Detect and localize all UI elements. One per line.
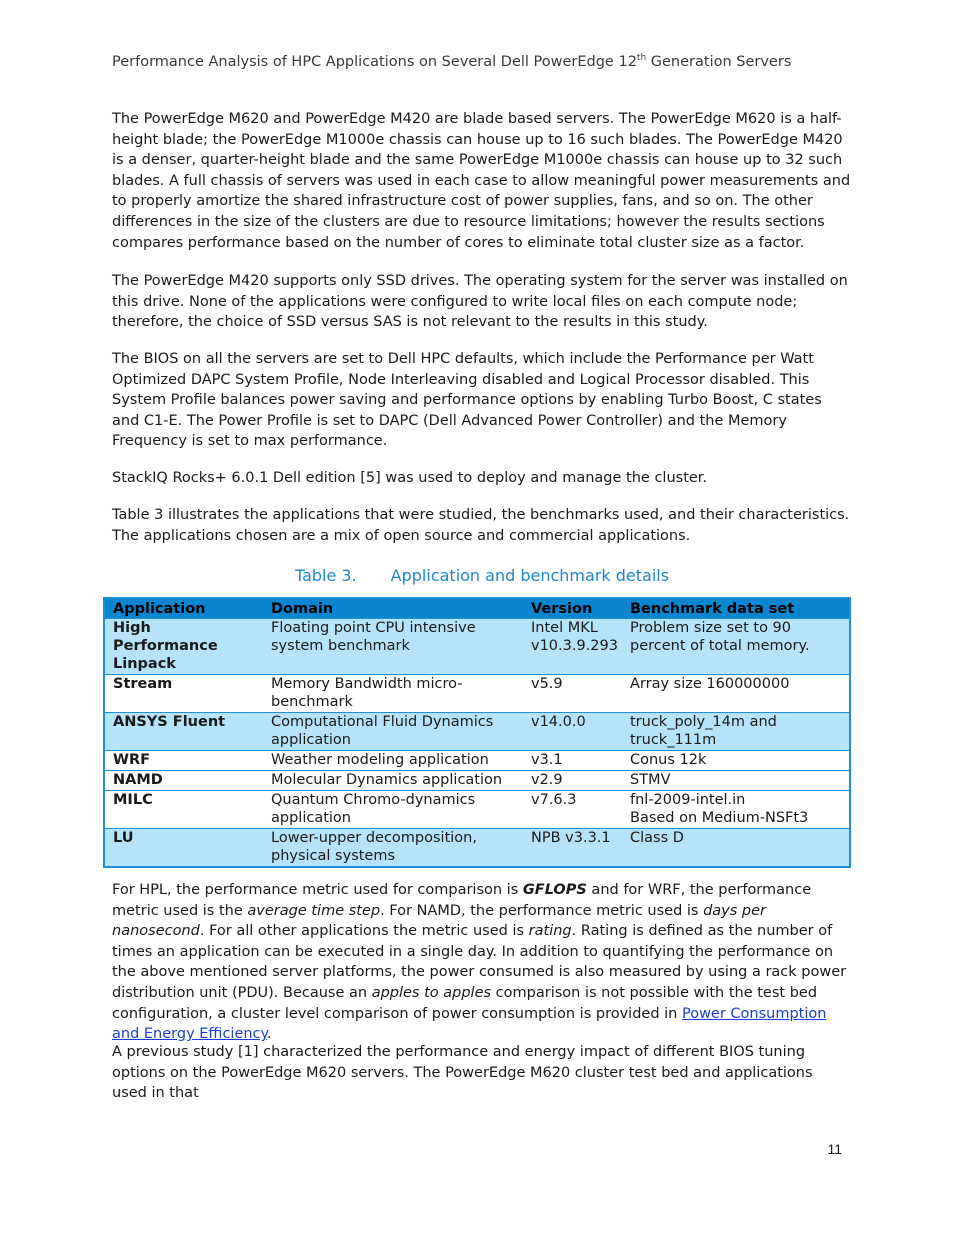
- table-header-row: [104, 598, 850, 619]
- cell-dataset-line: Problem size set to 90: [630, 620, 792, 636]
- cell-version-line: v3.1: [531, 752, 563, 768]
- paragraph-bios-settings: The BIOS on all the servers are set to Dell HPC defaults, which include the Performance per Watt Optimized DAPC System Profile, Node Interleaving disabled and Logical Processor disabled. This System Profile balances power saving and performance options by enabling Turbo Boost, C states and C1-E. The Power Profile is set to DAPC (Dell Advanced Power Controller) and the Memory Frequency is set to max performance.: [112, 351, 822, 450]
- metrics-text-4: . For all other applications the metric used is: [199, 923, 529, 940]
- cell-dataset-line: truck_111m: [630, 732, 717, 748]
- cell-domain-line: application: [271, 810, 351, 826]
- table-row: [104, 829, 850, 868]
- metrics-text-1: For HPL, the performance metric used for comparison is: [112, 882, 523, 898]
- cell-version-line: v5.9: [531, 676, 563, 692]
- cell-application: [104, 771, 263, 791]
- cell-domain-line: benchmark: [271, 694, 353, 710]
- paragraph-stackiq: StackIQ Rocks+ 6.0.1 Dell edition [5] was used to deploy and manage the cluster.: [112, 470, 708, 486]
- benchmark-table: [103, 597, 851, 868]
- paragraph-table-intro: Table 3 illustrates the applications that were studied, the benchmarks used, and their characteristics. The applications chosen are a mix of open source and commercial applications.: [112, 507, 850, 544]
- cell-domain-line: Floating point CPU intensive: [271, 620, 476, 636]
- cell-dataset: [622, 675, 850, 713]
- table-caption: [112, 566, 852, 585]
- cell-dataset-line: Conus 12k: [630, 752, 707, 768]
- header-title-main: Performance Analysis of HPC Applications on Several Dell PowerEdge 12: [112, 54, 637, 70]
- cell-version: [523, 791, 622, 829]
- paragraph-blade-servers: The PowerEdge M620 and PowerEdge M420 are blade based servers. The PowerEdge M620 is a half-height blade; the PowerEdge M1000e chassis can house up to 16 such blades. The PowerEdge M420 is a denser, quarter-height blade and the same PowerEdge M1000e chassis can house up to 32 such blades. A full chassis of servers was used in each case to allow meaningful power measurements and to properly amortize the shared infrastructure cost of power supplies, fans, and so on. The other differences in the size of the clusters are due to resource limitations; however the results sections compares performance based on the number of cores to eliminate total cluster size as a factor.: [112, 111, 851, 251]
- table-caption-number: Table 3.: [294, 566, 357, 585]
- cell-application: [104, 791, 263, 829]
- cell-dataset-line: Array size 160000000: [630, 676, 790, 692]
- cell-domain-line: physical systems: [271, 848, 396, 864]
- cell-domain: [263, 791, 523, 829]
- cell-application-line: Linpack: [113, 656, 176, 672]
- cell-application: [104, 619, 263, 675]
- cell-application-line: NAMD: [113, 772, 163, 788]
- paragraph-metrics: [112, 880, 852, 1045]
- column-header-dataset: Benchmark data set: [622, 598, 850, 619]
- cell-domain: [263, 713, 523, 751]
- metrics-text-5: . Rating is defined as the number of times an application can be executed in a single day. In addition to quantifying the performance on the above mentioned server platforms, the power consumed is also measured by using a rack power distribution unit (PDU). Because an: [112, 923, 847, 1001]
- cell-version: [523, 713, 622, 751]
- paragraph-previous-study: A previous study [1] characterized the performance and energy impact of different BIOS tuning options on the PowerEdge M620 servers. The PowerEdge M620 cluster test bed and applications used in that: [112, 1044, 813, 1102]
- table-row: [104, 751, 850, 771]
- cell-version-line: v14.0.0: [531, 714, 586, 730]
- cell-application: [104, 751, 263, 771]
- table-row: [104, 713, 850, 751]
- page-header: [112, 53, 852, 70]
- table-row: [104, 619, 850, 675]
- cell-domain: [263, 829, 523, 868]
- cell-application-line: ANSYS Fluent: [113, 714, 226, 730]
- table-row: [104, 675, 850, 713]
- cell-version: [523, 771, 622, 791]
- cell-domain: [263, 619, 523, 675]
- cell-version: [523, 751, 622, 771]
- cell-application-line: LU: [113, 830, 134, 846]
- cell-domain-line: Molecular Dynamics application: [271, 772, 503, 788]
- metrics-text-7: .: [267, 1026, 272, 1043]
- cell-dataset: [622, 829, 850, 868]
- cell-domain-line: Memory Bandwidth micro-: [271, 676, 463, 692]
- cell-application-line: WRF: [113, 752, 151, 768]
- cell-dataset-line: Based on Medium-NSFt3: [630, 810, 809, 826]
- column-header-domain: Domain: [263, 598, 523, 619]
- cell-application-line: Stream: [113, 676, 173, 692]
- cell-dataset: [622, 751, 850, 771]
- cell-version-line: v7.6.3: [531, 792, 577, 808]
- column-header-version: Version: [523, 598, 622, 619]
- cell-application-line: High Performance: [113, 620, 218, 654]
- cell-dataset: [622, 713, 850, 751]
- cell-dataset-line: percent of total memory.: [630, 638, 810, 654]
- cell-dataset-line: truck_poly_14m and: [630, 714, 777, 730]
- cell-version-line: v2.9: [531, 772, 563, 788]
- phrase-apples-to-apples: apples to apples: [371, 984, 492, 1001]
- cell-version: [523, 829, 622, 868]
- cell-domain: [263, 771, 523, 791]
- cell-domain-line: application: [271, 732, 351, 748]
- table-row: [104, 791, 850, 829]
- column-header-application: Application: [104, 598, 263, 619]
- cell-application: [104, 675, 263, 713]
- metric-days-per-nanosecond: days per nanosecond: [112, 902, 767, 940]
- cell-domain: [263, 675, 523, 713]
- header-title-sup: th: [636, 53, 647, 63]
- cell-domain-line: Weather modeling application: [271, 752, 489, 768]
- cell-version-line: NPB v3.3.1: [531, 830, 611, 846]
- page-number: 11: [827, 1141, 842, 1157]
- cell-domain-line: Quantum Chromo-dynamics: [271, 792, 476, 808]
- cell-version: [523, 675, 622, 713]
- paragraph-ssd-drives: The PowerEdge M420 supports only SSD drives. The operating system for the server was installed on this drive. None of the applications were configured to write local files on each compute node; therefore, the choice of SSD versus SAS is not relevant to the results in this study.: [112, 273, 848, 331]
- cell-application-line: MILC: [113, 792, 153, 808]
- cell-version-line: Intel MKL: [531, 620, 598, 636]
- metrics-text-3: . For NAMD, the performance metric used is: [380, 902, 704, 919]
- table-body: [104, 619, 850, 868]
- metrics-text-2: and for WRF, the performance metric used is the: [112, 882, 812, 919]
- header-title-end: Generation Servers: [646, 54, 792, 70]
- cell-dataset-line: STMV: [630, 772, 671, 788]
- metric-gflops: GFLOPS: [522, 882, 587, 898]
- metric-rating: rating: [528, 923, 572, 940]
- metric-average-time-step: average time step: [247, 902, 381, 919]
- cell-dataset-line: fnl-2009-intel.in: [630, 792, 746, 808]
- cell-dataset: [622, 771, 850, 791]
- power-consumption-link[interactable]: Power Consumption and Energy Efficiency: [112, 1005, 827, 1043]
- metrics-text-6: comparison is not possible with the test bed configuration, a cluster level comparison of power consumption is provided in: [112, 984, 818, 1022]
- cell-domain-line: Lower-upper decomposition,: [271, 830, 477, 846]
- cell-dataset: [622, 619, 850, 675]
- cell-domain-line: system benchmark: [271, 638, 410, 654]
- cell-dataset: [622, 791, 850, 829]
- cell-domain-line: Computational Fluid Dynamics: [271, 714, 494, 730]
- cell-application: [104, 829, 263, 868]
- cell-version: [523, 619, 622, 675]
- table-caption-title: Application and benchmark details: [390, 566, 670, 585]
- cell-domain: [263, 751, 523, 771]
- table-row: [104, 771, 850, 791]
- cell-version-line: v10.3.9.293: [531, 638, 618, 654]
- cell-application: [104, 713, 263, 751]
- cell-dataset-line: Class D: [630, 830, 684, 846]
